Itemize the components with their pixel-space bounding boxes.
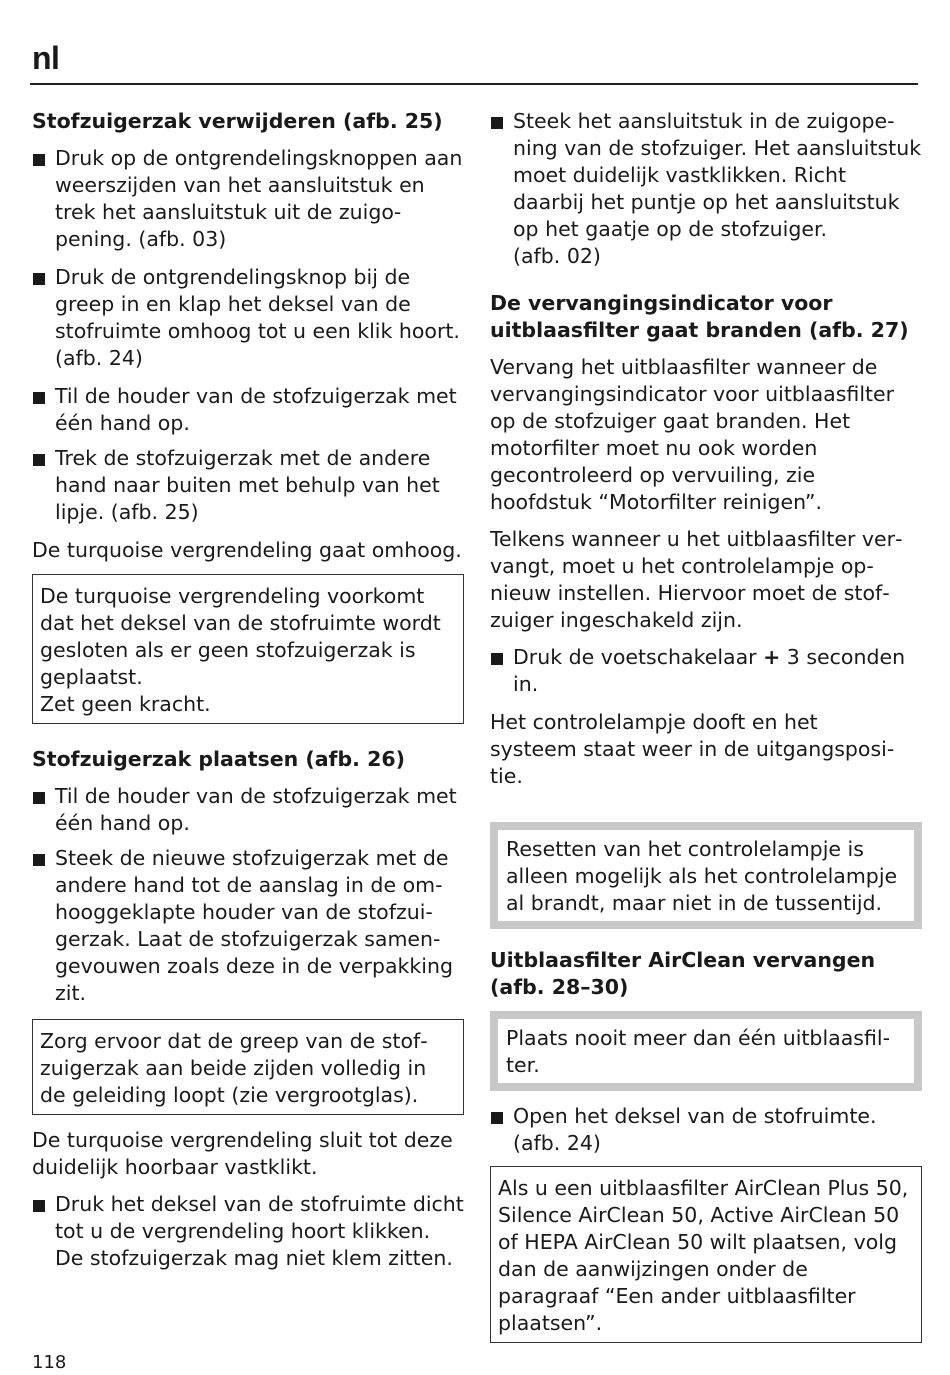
- language-code: nl: [32, 40, 60, 76]
- bullet-icon: [33, 392, 45, 404]
- remove-bag-steps: [32, 145, 464, 526]
- list-item: [32, 783, 464, 837]
- list-item-text: Druk de voetschakelaar: [513, 645, 764, 669]
- list-item: [32, 445, 464, 526]
- header-rule: [30, 83, 918, 85]
- page-number: 118: [32, 1352, 67, 1373]
- paragraph: Het controlelampje dooft en het systeem staat weer in de uitgangspositie.: [490, 710, 895, 788]
- list-item-text: Steek het aansluitstuk in de zuigopening van de stofzuiger. Het aansluitstuk moet duidelijk vastklikken. Richt daarbij het puntje op het aansluitstuk op het gaatje op de stofzuiger.: [513, 109, 922, 241]
- open-lid-steps: [490, 1103, 922, 1157]
- bullet-icon: [491, 117, 503, 129]
- list-item: [490, 644, 922, 698]
- list-item-text: Druk de ontgrendelingsknop bij de greep in en klap het deksel van de stofruimte omhoog tot u een klik hoort. (afb. 24): [55, 265, 460, 370]
- list-item-text: Steek de nieuwe stofzuigerzak met de andere hand tot de aanslag in de omhooggeklapte houder van de stofzuigerzak. Laat de stofzuigerzak samengevouwen zoals deze in de verpakking zit.: [55, 846, 453, 1005]
- gray-note-box: [490, 822, 922, 929]
- note-box: [32, 1019, 464, 1115]
- bullet-icon: [33, 792, 45, 804]
- note-box: [32, 574, 464, 724]
- list-item-text: Druk op de ontgrendelingsknoppen aan weerszijden van het aansluitstuk en trek het aansluitstuk uit de zuigopening. (afb. 03): [55, 146, 463, 251]
- section-heading-insert-bag: Stofzuigerzak plaatsen (afb. 26): [32, 747, 405, 771]
- paragraph: Vervang het uitblaasfilter wanneer de vervangingsindicator voor uitblaasfilter op de stofzuiger gaat branden. Het motorfilter moet nu ook worden gecontroleerd op vervuiling, zie hoofdstuk “Motorfilter reinigen”.: [490, 355, 895, 514]
- bullet-icon: [33, 273, 45, 285]
- paragraph: Telkens wanneer u het uitblaasfilter vervangt, moet u het controlelampje opnieuw instellen. Hiervoor moet de stofzuiger ingeschakeld zijn.: [490, 527, 903, 632]
- gray-note-box: [490, 1011, 922, 1091]
- connect-steps: [490, 108, 922, 270]
- note-text: Als u een uitblaasfilter AirClean Plus 50, Silence AirClean 50, Active AirClean 50 of HEPA AirClean 50 wilt plaatsen, volg dan de aanwijzingen onder de paragraaf “Een ander uitblaasfilter plaatsen”.: [498, 1176, 909, 1335]
- bullet-icon: [491, 653, 503, 665]
- list-item-ref: (afb. 02): [513, 244, 601, 268]
- right-column: [490, 108, 922, 1343]
- list-item: [32, 1191, 464, 1272]
- section-heading-remove-bag: Stofzuigerzak verwijderen (afb. 25): [32, 109, 443, 133]
- list-item-text: Til de houder van de stofzuigerzak met één hand op.: [55, 384, 457, 435]
- list-item-text: Druk het deksel van de stofruimte dicht tot u de vergrendeling hoort klikken. De stofzuigerzak mag niet klem zitten.: [55, 1192, 464, 1270]
- reset-steps: [490, 644, 922, 698]
- note-text: Zorg ervoor dat de greep van de stofzuigerzak aan beide zijden volledig in de geleiding loopt (zie vergrootglas).: [40, 1029, 428, 1107]
- note-text: Zet geen kracht.: [40, 692, 211, 716]
- section-heading-indicator: De vervangingsindicator voor uitblaasfilter gaat branden (afb. 27): [490, 291, 909, 342]
- list-item-text: Open het deksel van de stofruimte. (afb. 24): [513, 1104, 877, 1155]
- close-lid-steps: [32, 1191, 464, 1272]
- list-item: [490, 1103, 922, 1157]
- left-column: [32, 108, 464, 1272]
- section-heading-replace-filter: Uitblaasfilter AirClean vervangen (afb. 28–30): [490, 948, 876, 999]
- bullet-icon: [33, 1200, 45, 1212]
- list-item-text: Trek de stofzuigerzak met de andere hand naar buiten met behulp van het lipje. (afb. 25): [55, 446, 440, 524]
- paragraph: De turquoise vergrendeling sluit tot deze duidelijk hoorbaar vastklikt.: [32, 1128, 453, 1179]
- bullet-icon: [33, 154, 45, 166]
- list-item: [32, 145, 464, 253]
- note-text: De turquoise vergrendeling voorkomt dat het deksel van de stofruimte wordt gesloten als er geen stofzuigerzak is geplaatst.: [40, 584, 441, 689]
- note-text: Plaats nooit meer dan één uitblaasfilter.: [506, 1026, 890, 1077]
- bullet-icon: [33, 454, 45, 466]
- list-item: [490, 108, 922, 270]
- plus-symbol: +: [763, 645, 781, 669]
- note-text: Resetten van het controlelampje is alleen mogelijk als het controlelampje al brandt, maar niet in de tussentijd.: [506, 837, 898, 915]
- list-item: [32, 383, 464, 437]
- insert-bag-steps: [32, 783, 464, 1007]
- paragraph: De turquoise vergrendeling gaat omhoog.: [32, 538, 462, 562]
- bullet-icon: [33, 854, 45, 866]
- bullet-icon: [491, 1112, 503, 1124]
- note-box: [490, 1166, 922, 1343]
- list-item-text: 3 seconden in.: [513, 645, 906, 696]
- list-item: [32, 845, 464, 1007]
- list-item: [32, 264, 464, 372]
- list-item-text: Til de houder van de stofzuigerzak met één hand op.: [55, 784, 457, 835]
